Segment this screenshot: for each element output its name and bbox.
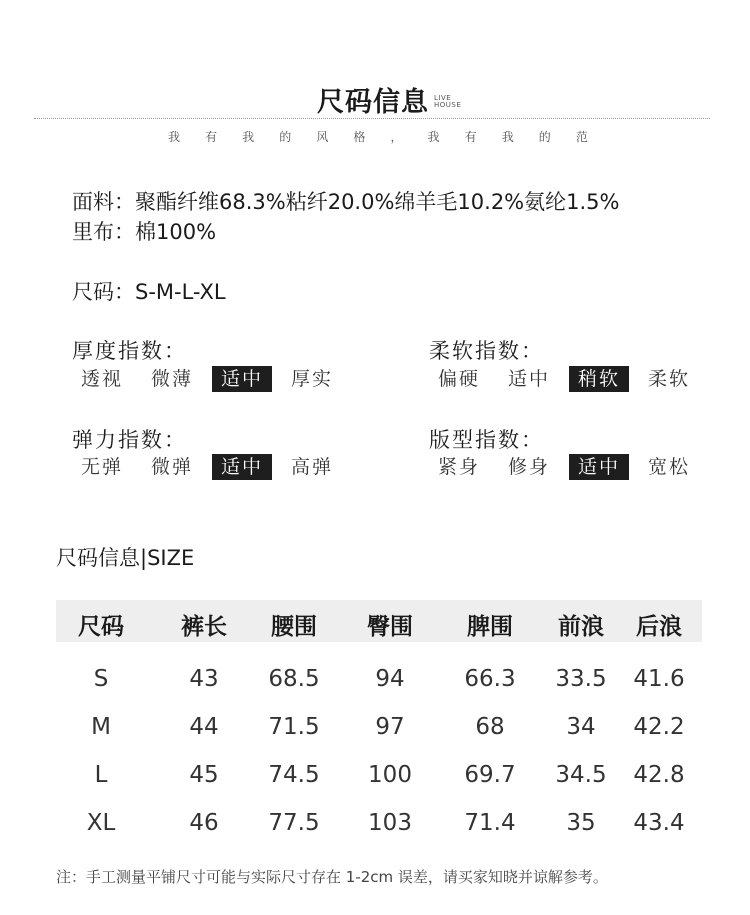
index-title: 版型指数：: [429, 428, 544, 452]
slogan-char: 有: [464, 130, 477, 144]
lining-composition: 里布：棉100%: [72, 220, 217, 244]
slogan-char: ，: [390, 130, 403, 144]
slogan: [168, 128, 588, 145]
index-option-selected: 适中: [212, 366, 272, 392]
table-cell: 71.4: [464, 810, 516, 836]
table-cell: 69.7: [464, 762, 516, 788]
table-cell: 35: [566, 810, 596, 836]
table-row: [56, 810, 702, 842]
table-row: [56, 762, 702, 794]
table-cell: 66.3: [464, 666, 516, 692]
index-option: 高弹: [291, 456, 334, 478]
table-cell: 100: [368, 762, 412, 788]
index-option: 修身: [508, 456, 551, 478]
table-cell: 77.5: [268, 810, 320, 836]
index-title: 弹力指数：: [72, 428, 187, 452]
table-cell: L: [94, 762, 108, 788]
table-header-cell: 臀围: [367, 614, 413, 640]
table-cell: M: [91, 714, 111, 740]
brand-line-1: LIVE: [434, 94, 452, 102]
table-row: [56, 666, 702, 698]
slogan-char: 范: [575, 130, 588, 144]
index-option: 宽松: [648, 456, 691, 478]
slogan-char: 我: [427, 130, 440, 144]
header-divider: [34, 118, 710, 119]
page-header: [0, 78, 750, 118]
table-cell: 46: [189, 810, 219, 836]
slogan-char: 的: [538, 130, 551, 144]
brand-logo: [434, 95, 461, 109]
table-header-cell: 前浪: [558, 614, 604, 640]
table-cell: 43.4: [633, 810, 685, 836]
table-cell: 94: [375, 666, 405, 692]
table-cell: 44: [189, 714, 219, 740]
index-title: 厚度指数：: [72, 339, 187, 363]
slogan-char: 我: [242, 130, 255, 144]
index-option: 适中: [508, 368, 551, 390]
size-table-header: [56, 600, 702, 642]
table-header-cell: 裤长: [181, 614, 227, 640]
page-title: 尺码信息: [317, 87, 429, 118]
table-cell: 42.2: [633, 714, 685, 740]
slogan-char: 风: [316, 130, 329, 144]
fabric-composition: 面料：聚酯纤维68.3%粘纤20.0%绵羊毛10.2%氨纶1.5%: [72, 190, 620, 214]
index-option: 柔软: [648, 368, 691, 390]
slogan-char: 有: [205, 130, 218, 144]
table-header-cell: 脾围: [467, 614, 513, 640]
table-cell: 42.8: [633, 762, 685, 788]
table-cell: XL: [86, 810, 116, 836]
table-cell: 68.5: [268, 666, 320, 692]
index-option: 微薄: [151, 368, 194, 390]
table-cell: 33.5: [555, 666, 607, 692]
index-option-selected: 稍软: [569, 366, 629, 392]
index-title: 柔软指数：: [429, 339, 544, 363]
table-header-cell: 尺码: [78, 614, 124, 640]
index-option: 透视: [81, 368, 124, 390]
table-row: [56, 714, 702, 746]
table-cell: 71.5: [268, 714, 320, 740]
index-option-selected: 适中: [212, 454, 272, 480]
table-cell: 74.5: [268, 762, 320, 788]
table-cell: 68: [475, 714, 505, 740]
slogan-char: 我: [501, 130, 514, 144]
table-cell: 45: [189, 762, 219, 788]
index-option: 微弹: [151, 456, 194, 478]
table-cell: 34.5: [555, 762, 607, 788]
table-cell: S: [93, 666, 109, 692]
available-sizes: 尺码：S-M-L-XL: [72, 280, 226, 304]
table-header-cell: 后浪: [636, 614, 682, 640]
slogan-char: 我: [168, 130, 181, 144]
table-cell: 34: [566, 714, 596, 740]
table-cell: 43: [189, 666, 219, 692]
table-cell: 97: [375, 714, 405, 740]
table-cell: 103: [368, 810, 412, 836]
brand-line-2: HOUSE: [434, 101, 462, 109]
measurement-note: 注：手工测量平铺尺寸可能与实际尺寸存在 1-2cm 误差，请买家知晓并谅解参考。: [56, 868, 608, 886]
slogan-char: 的: [279, 130, 292, 144]
index-option: 偏硬: [438, 368, 481, 390]
index-option: 紧身: [438, 456, 481, 478]
size-table-heading: 尺码信息|SIZE: [56, 546, 195, 570]
slogan-char: 格: [353, 130, 366, 144]
index-option-selected: 适中: [569, 454, 629, 480]
table-cell: 41.6: [633, 666, 685, 692]
table-header-cell: 腰围: [271, 614, 317, 640]
index-option: 无弹: [81, 456, 124, 478]
index-option: 厚实: [291, 368, 334, 390]
